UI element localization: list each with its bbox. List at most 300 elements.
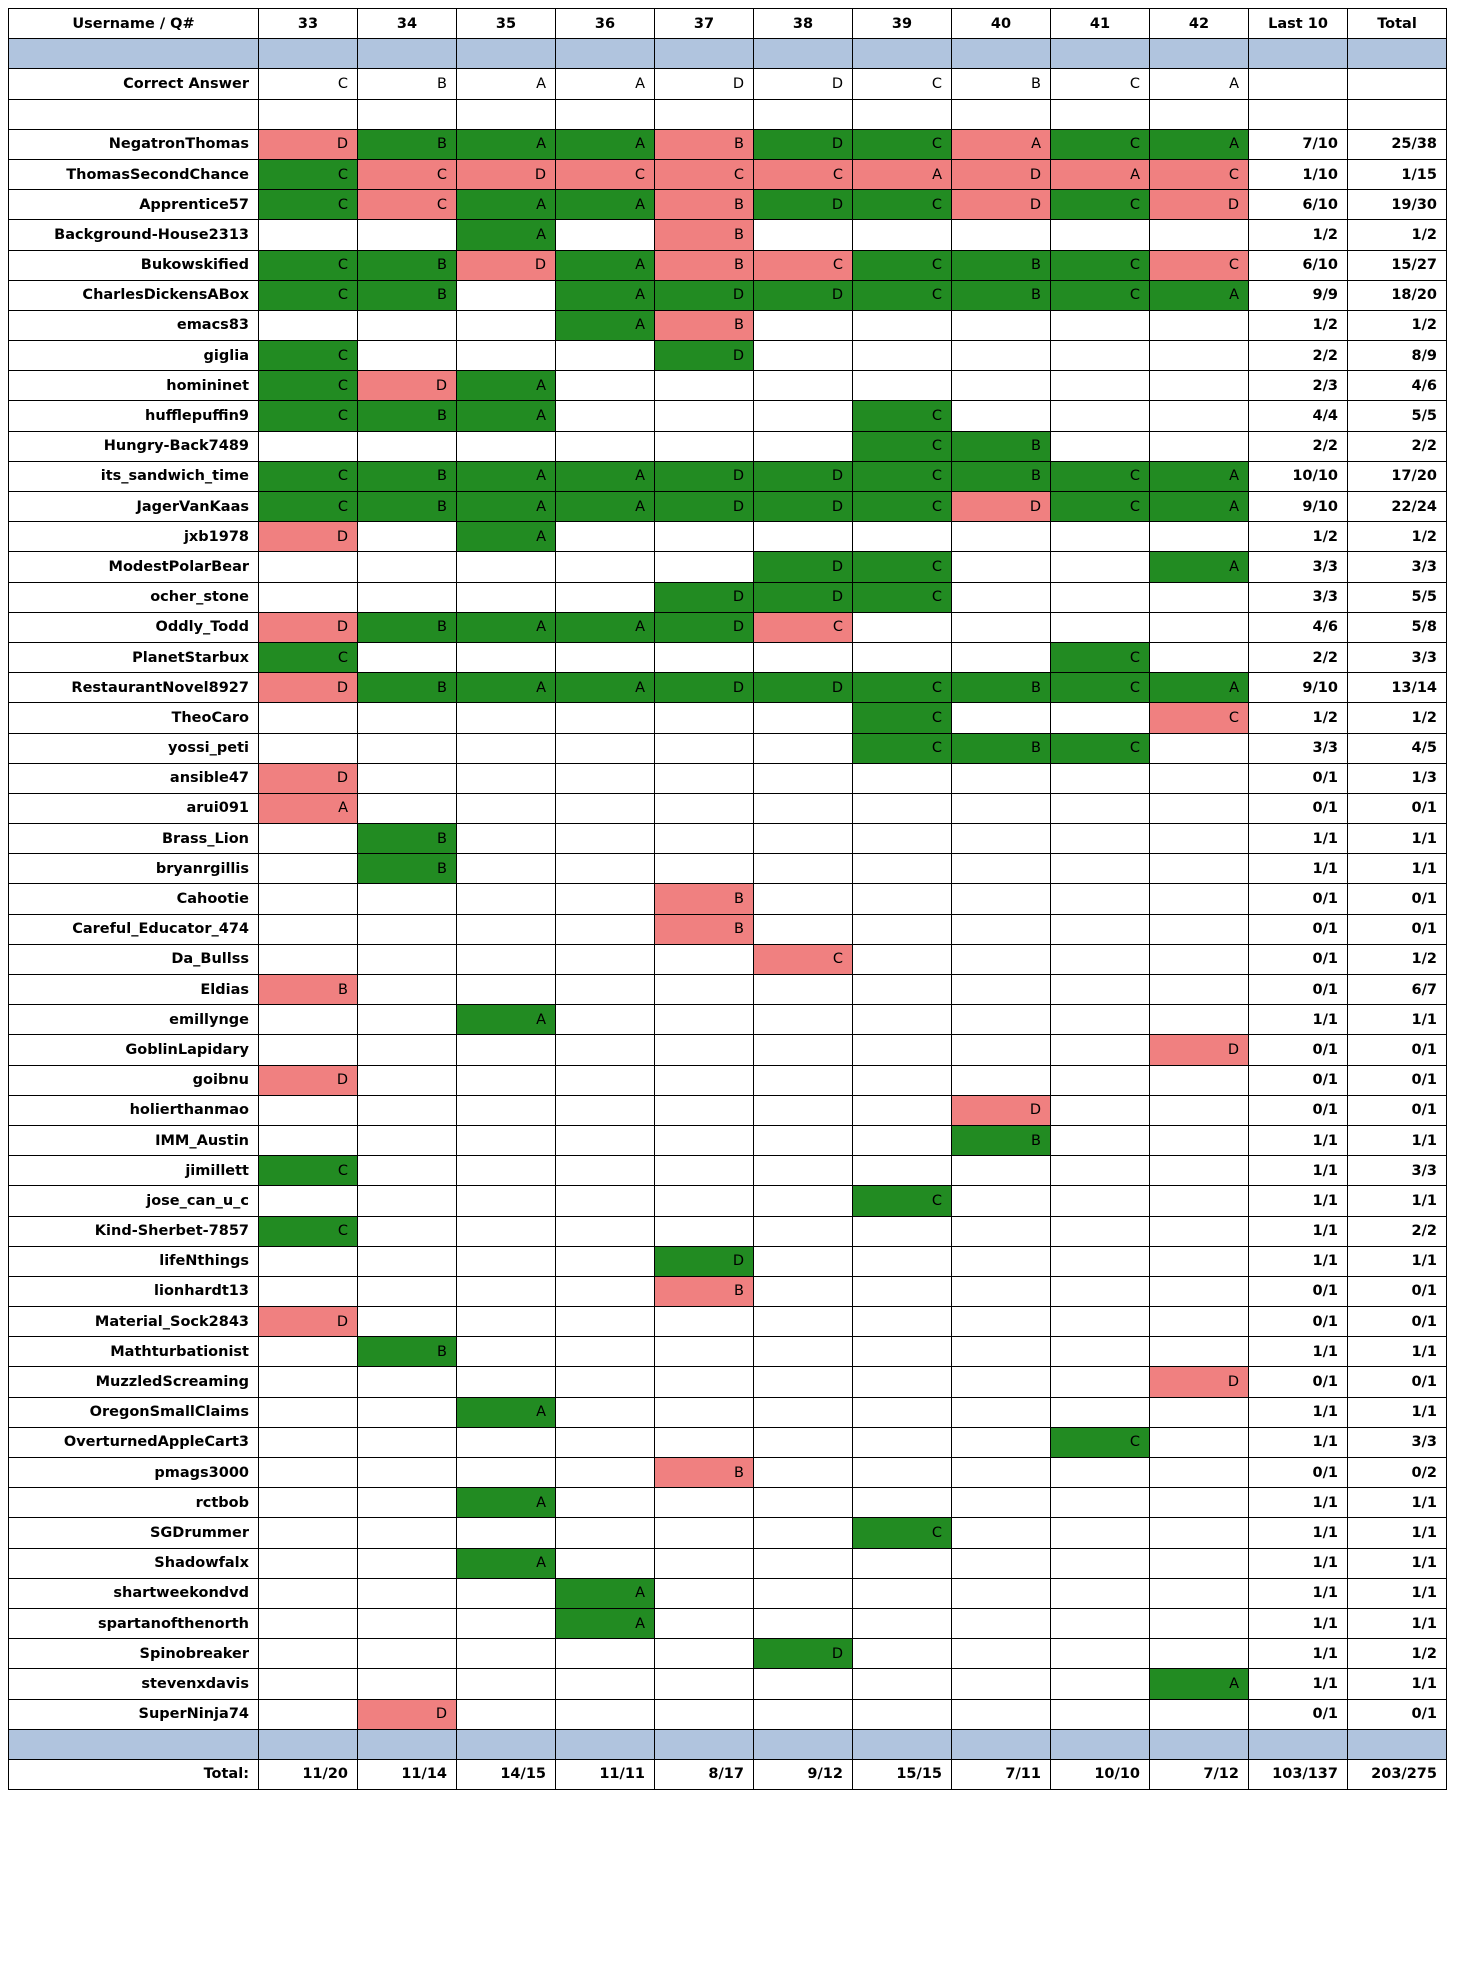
answer-cell: B: [655, 129, 754, 159]
user-row: [9, 280, 1447, 310]
answer-cell: [1051, 1337, 1150, 1367]
last10-score: 4/4: [1249, 401, 1348, 431]
answer-cell: A: [457, 522, 556, 552]
answer-cell: [655, 824, 754, 854]
question-total: 9/12: [754, 1759, 853, 1789]
answer-cell: C: [259, 1216, 358, 1246]
answer-cell: [556, 582, 655, 612]
answer-cell: [655, 1608, 754, 1638]
user-row: [9, 341, 1447, 371]
answer-cell: [754, 1065, 853, 1095]
answer-cell: [1150, 1216, 1249, 1246]
user-row: [9, 1427, 1447, 1457]
answer-cell: D: [952, 159, 1051, 189]
answer-cell: [655, 401, 754, 431]
answer-cell: [1051, 1669, 1150, 1699]
answer-cell: [1150, 1337, 1249, 1367]
answer-cell: D: [754, 492, 853, 522]
answer-cell: [1150, 975, 1249, 1005]
answer-cell: B: [358, 280, 457, 310]
answer-cell: C: [259, 401, 358, 431]
answer-cell: C: [1051, 1427, 1150, 1457]
answer-cell: B: [358, 854, 457, 884]
answer-cell: [853, 824, 952, 854]
username: pmags3000: [9, 1458, 259, 1488]
total-score: 15/27: [1348, 250, 1447, 280]
answer-cell: [1150, 1186, 1249, 1216]
username: yossi_peti: [9, 733, 259, 763]
total-score: 1/1: [1348, 824, 1447, 854]
answer-cell: C: [754, 944, 853, 974]
answer-cell: [952, 1156, 1051, 1186]
last10-score: 1/1: [1249, 1397, 1348, 1427]
band-cell: [952, 39, 1051, 69]
username: Hungry-Back7489: [9, 431, 259, 461]
user-row: [9, 1337, 1447, 1367]
user-row: [9, 1005, 1447, 1035]
answer-cell: A: [457, 129, 556, 159]
answer-cell: [1051, 944, 1150, 974]
answer-cell: [754, 1699, 853, 1729]
last10-score: 0/1: [1249, 763, 1348, 793]
answer-cell: C: [853, 461, 952, 491]
answer-cell: [556, 642, 655, 672]
answer-cell: A: [556, 1578, 655, 1608]
answer-cell: [655, 975, 754, 1005]
answer-cell: [259, 1367, 358, 1397]
answer-cell: [754, 341, 853, 371]
answer-cell: [655, 1427, 754, 1457]
answer-cell: [259, 1699, 358, 1729]
answer-cell: [556, 371, 655, 401]
answer-cell: [1150, 884, 1249, 914]
answer-cell: C: [259, 492, 358, 522]
answer-cell: [1051, 582, 1150, 612]
total-score: 0/1: [1348, 1035, 1447, 1065]
answer-cell: [853, 854, 952, 884]
last10-score: 1/2: [1249, 310, 1348, 340]
user-row: [9, 884, 1447, 914]
answer-cell: C: [1051, 492, 1150, 522]
user-row: [9, 190, 1447, 220]
total-score: 4/5: [1348, 733, 1447, 763]
total-score: 1/2: [1348, 703, 1447, 733]
answer-cell: [1051, 763, 1150, 793]
answer-cell: [655, 1518, 754, 1548]
total-score: 1/2: [1348, 522, 1447, 552]
answer-cell: A: [457, 673, 556, 703]
username: arui091: [9, 793, 259, 823]
answer-cell: [457, 341, 556, 371]
answer-cell: B: [952, 250, 1051, 280]
answer-cell: [1150, 310, 1249, 340]
username: Careful_Educator_474: [9, 914, 259, 944]
answer-cell: [358, 582, 457, 612]
answer-cell: C: [853, 280, 952, 310]
answer-cell: [754, 975, 853, 1005]
answer-cell: [457, 1639, 556, 1669]
last10-score: 1/1: [1249, 1186, 1348, 1216]
answer-cell: [259, 431, 358, 461]
answer-cell: [556, 1095, 655, 1125]
username: jxb1978: [9, 522, 259, 552]
answer-cell: [358, 1246, 457, 1276]
answer-cell: [655, 1488, 754, 1518]
answer-cell: [655, 1307, 754, 1337]
last10-score: 1/2: [1249, 703, 1348, 733]
answer-cell: D: [655, 280, 754, 310]
answer-cell: [952, 582, 1051, 612]
answer-cell: A: [853, 159, 952, 189]
answer-cell: [556, 401, 655, 431]
username: homininet: [9, 371, 259, 401]
last10-score: 9/10: [1249, 492, 1348, 522]
answer-cell: [952, 1367, 1051, 1397]
answer-cell: [952, 914, 1051, 944]
answer-cell: [853, 1669, 952, 1699]
answer-cell: [853, 1005, 952, 1035]
answer-cell: C: [1051, 280, 1150, 310]
answer-cell: [259, 1669, 358, 1699]
user-row: [9, 944, 1447, 974]
answer-cell: [655, 793, 754, 823]
answer-cell: [556, 975, 655, 1005]
user-row: [9, 250, 1447, 280]
user-row: [9, 1518, 1447, 1548]
answer-cell: C: [853, 582, 952, 612]
answer-cell: B: [655, 884, 754, 914]
answer-cell: [457, 793, 556, 823]
answer-cell: [457, 280, 556, 310]
username: NegatronThomas: [9, 129, 259, 159]
answer-cell: [1150, 1065, 1249, 1095]
answer-cell: A: [457, 1005, 556, 1035]
total-score: 4/6: [1348, 371, 1447, 401]
last10-total: 103/137: [1249, 1759, 1348, 1789]
answer-cell: [853, 1367, 952, 1397]
answer-cell: C: [259, 280, 358, 310]
user-row: [9, 371, 1447, 401]
answer-cell: [358, 1156, 457, 1186]
last10-score: 1/2: [1249, 522, 1348, 552]
answer-cell: [1051, 1367, 1150, 1397]
user-row: [9, 129, 1447, 159]
answer-cell: D: [754, 1639, 853, 1669]
answer-cell: [1051, 1065, 1150, 1095]
answer-cell: B: [358, 129, 457, 159]
answer-cell: [853, 310, 952, 340]
column-header: Total: [1348, 9, 1447, 39]
answer-cell: A: [1150, 461, 1249, 491]
band-cell: [358, 39, 457, 69]
band-cell: [1249, 1729, 1348, 1759]
total-score: 1/1: [1348, 1246, 1447, 1276]
answer-cell: [1051, 522, 1150, 552]
username: TheoCaro: [9, 703, 259, 733]
username: ansible47: [9, 763, 259, 793]
answer-cell: [655, 1548, 754, 1578]
correct-answer-cell: A: [1150, 69, 1249, 99]
answer-cell: [556, 793, 655, 823]
answer-cell: [655, 733, 754, 763]
question-total: 11/20: [259, 1759, 358, 1789]
answer-cell: [952, 1065, 1051, 1095]
answer-cell: [655, 431, 754, 461]
answer-cell: [259, 1337, 358, 1367]
correct-answer-cell: D: [754, 69, 853, 99]
answer-cell: A: [457, 1397, 556, 1427]
total-score: 1/1: [1348, 1518, 1447, 1548]
last10-score: 1/1: [1249, 1578, 1348, 1608]
answer-cell: B: [952, 431, 1051, 461]
total-score: 18/20: [1348, 280, 1447, 310]
answer-cell: C: [1051, 129, 1150, 159]
answer-cell: [457, 733, 556, 763]
answer-cell: [754, 824, 853, 854]
answer-cell: A: [952, 129, 1051, 159]
answer-cell: [754, 1548, 853, 1578]
answer-cell: [1150, 733, 1249, 763]
answer-cell: D: [457, 159, 556, 189]
answer-cell: [556, 1458, 655, 1488]
answer-cell: [457, 552, 556, 582]
total-score: 22/24: [1348, 492, 1447, 522]
last10-score: 2/3: [1249, 371, 1348, 401]
answer-cell: [754, 1367, 853, 1397]
last10-score: 1/1: [1249, 1337, 1348, 1367]
user-row: [9, 703, 1447, 733]
answer-cell: [556, 1307, 655, 1337]
total-score: 1/15: [1348, 159, 1447, 189]
answer-cell: [655, 1578, 754, 1608]
answer-cell: [1150, 763, 1249, 793]
answer-cell: [853, 1548, 952, 1578]
answer-cell: [952, 1458, 1051, 1488]
separator-band-bottom: [9, 1729, 1447, 1759]
answer-cell: [1150, 1548, 1249, 1578]
answer-cell: [358, 1065, 457, 1095]
user-row: [9, 612, 1447, 642]
answer-cell: [952, 1307, 1051, 1337]
username: Eldias: [9, 975, 259, 1005]
answer-cell: B: [358, 461, 457, 491]
answer-cell: [1051, 1458, 1150, 1488]
total-score: 0/1: [1348, 1095, 1447, 1125]
answer-cell: [754, 1518, 853, 1548]
answer-cell: [457, 1035, 556, 1065]
user-row: [9, 975, 1447, 1005]
last10-score: 2/2: [1249, 431, 1348, 461]
answer-cell: [952, 1397, 1051, 1427]
answer-cell: [655, 1005, 754, 1035]
answer-cell: [358, 1608, 457, 1638]
answer-cell: C: [853, 190, 952, 220]
total-score: 1/1: [1348, 854, 1447, 884]
answer-cell: [556, 1427, 655, 1457]
question-total: 14/15: [457, 1759, 556, 1789]
answer-cell: [1150, 431, 1249, 461]
answer-cell: [754, 1246, 853, 1276]
answer-cell: A: [457, 1488, 556, 1518]
answer-cell: [358, 220, 457, 250]
last10-score: 1/1: [1249, 1125, 1348, 1155]
user-row: [9, 1458, 1447, 1488]
total-score: 13/14: [1348, 673, 1447, 703]
answer-cell: D: [259, 1065, 358, 1095]
answer-cell: [952, 371, 1051, 401]
answer-cell: [358, 341, 457, 371]
answer-cell: [457, 582, 556, 612]
answer-cell: A: [457, 401, 556, 431]
answer-cell: A: [556, 612, 655, 642]
answer-cell: [1150, 1427, 1249, 1457]
answer-cell: [556, 431, 655, 461]
answer-cell: D: [655, 1246, 754, 1276]
answer-cell: [853, 1156, 952, 1186]
answer-cell: [1051, 914, 1150, 944]
answer-cell: [556, 763, 655, 793]
total-score: 1/1: [1348, 1337, 1447, 1367]
answer-cell: [1150, 944, 1249, 974]
last10-score: 1/1: [1249, 1246, 1348, 1276]
answer-cell: C: [853, 703, 952, 733]
empty-cell: [556, 99, 655, 129]
answer-cell: [259, 1488, 358, 1518]
band-cell: [556, 1729, 655, 1759]
answer-cell: [457, 1699, 556, 1729]
last10-score: 2/2: [1249, 341, 1348, 371]
total-score: 1/1: [1348, 1669, 1447, 1699]
user-row: [9, 1548, 1447, 1578]
empty-cell: [655, 99, 754, 129]
empty-cell: [1348, 99, 1447, 129]
last10-score: 1/1: [1249, 1669, 1348, 1699]
correct-answer-cell: A: [556, 69, 655, 99]
band-cell: [457, 1729, 556, 1759]
answer-cell: C: [853, 492, 952, 522]
answer-cell: [556, 1156, 655, 1186]
username: bryanrgillis: [9, 854, 259, 884]
answer-cell: [853, 1639, 952, 1669]
band-cell: [1051, 39, 1150, 69]
answer-cell: D: [358, 371, 457, 401]
answer-cell: [556, 220, 655, 250]
answer-cell: [1051, 612, 1150, 642]
answer-cell: [556, 1276, 655, 1306]
answer-cell: C: [556, 159, 655, 189]
band-cell: [457, 39, 556, 69]
answer-cell: A: [556, 1608, 655, 1638]
user-row: [9, 854, 1447, 884]
user-row: [9, 1095, 1447, 1125]
answer-cell: [358, 1216, 457, 1246]
band-cell: [556, 39, 655, 69]
answer-cell: A: [457, 190, 556, 220]
band-cell: [259, 39, 358, 69]
answer-cell: [655, 522, 754, 552]
answer-cell: [556, 914, 655, 944]
answer-cell: A: [457, 461, 556, 491]
empty-cell: [853, 99, 952, 129]
answer-cell: [853, 1035, 952, 1065]
last10-score: 1/1: [1249, 1427, 1348, 1457]
answer-cell: [1051, 1397, 1150, 1427]
answer-cell: [358, 642, 457, 672]
answer-cell: [655, 1639, 754, 1669]
answer-cell: B: [655, 190, 754, 220]
answer-cell: [853, 1458, 952, 1488]
answer-cell: B: [655, 1276, 754, 1306]
answer-cell: [1051, 1548, 1150, 1578]
last10-score: 1/10: [1249, 159, 1348, 189]
user-row: [9, 673, 1447, 703]
band-cell: [1051, 1729, 1150, 1759]
answer-cell: [952, 1035, 1051, 1065]
username: ModestPolarBear: [9, 552, 259, 582]
answer-cell: [358, 431, 457, 461]
answer-cell: D: [259, 612, 358, 642]
answer-cell: [556, 1246, 655, 1276]
total-score: 0/2: [1348, 1458, 1447, 1488]
quiz-scoreboard-table: [8, 8, 1447, 1790]
answer-cell: D: [259, 673, 358, 703]
answer-cell: [853, 1397, 952, 1427]
separator-band-top: [9, 39, 1447, 69]
answer-cell: A: [457, 612, 556, 642]
answer-cell: [358, 1095, 457, 1125]
answer-cell: B: [952, 280, 1051, 310]
correct-answer-cell: B: [358, 69, 457, 99]
answer-cell: [358, 733, 457, 763]
username: holierthanmao: [9, 1095, 259, 1125]
user-row: [9, 310, 1447, 340]
last10-score: 9/10: [1249, 673, 1348, 703]
answer-cell: [1150, 401, 1249, 431]
column-header: 39: [853, 9, 952, 39]
answer-cell: [952, 1608, 1051, 1638]
answer-cell: [754, 1035, 853, 1065]
answer-cell: [853, 612, 952, 642]
answer-cell: [457, 642, 556, 672]
correct-answer-cell: C: [259, 69, 358, 99]
answer-cell: [1051, 793, 1150, 823]
user-row: [9, 763, 1447, 793]
answer-cell: [952, 1518, 1051, 1548]
band-cell: [853, 1729, 952, 1759]
username: GoblinLapidary: [9, 1035, 259, 1065]
last10-score: 3/3: [1249, 582, 1348, 612]
answer-cell: [952, 552, 1051, 582]
answer-cell: C: [853, 401, 952, 431]
answer-cell: [457, 1458, 556, 1488]
answer-cell: [853, 1276, 952, 1306]
answer-cell: [556, 824, 655, 854]
total-score: 19/30: [1348, 190, 1447, 220]
band-cell: [259, 1729, 358, 1759]
answer-cell: [259, 1035, 358, 1065]
band-cell: [754, 1729, 853, 1759]
answer-cell: C: [853, 552, 952, 582]
answer-cell: B: [952, 733, 1051, 763]
last10-score: 0/1: [1249, 1095, 1348, 1125]
answer-cell: [556, 1125, 655, 1155]
answer-cell: A: [556, 280, 655, 310]
answer-cell: [754, 1186, 853, 1216]
answer-cell: [952, 310, 1051, 340]
answer-cell: [1150, 1307, 1249, 1337]
answer-cell: [952, 944, 1051, 974]
last10-score: 0/1: [1249, 1458, 1348, 1488]
